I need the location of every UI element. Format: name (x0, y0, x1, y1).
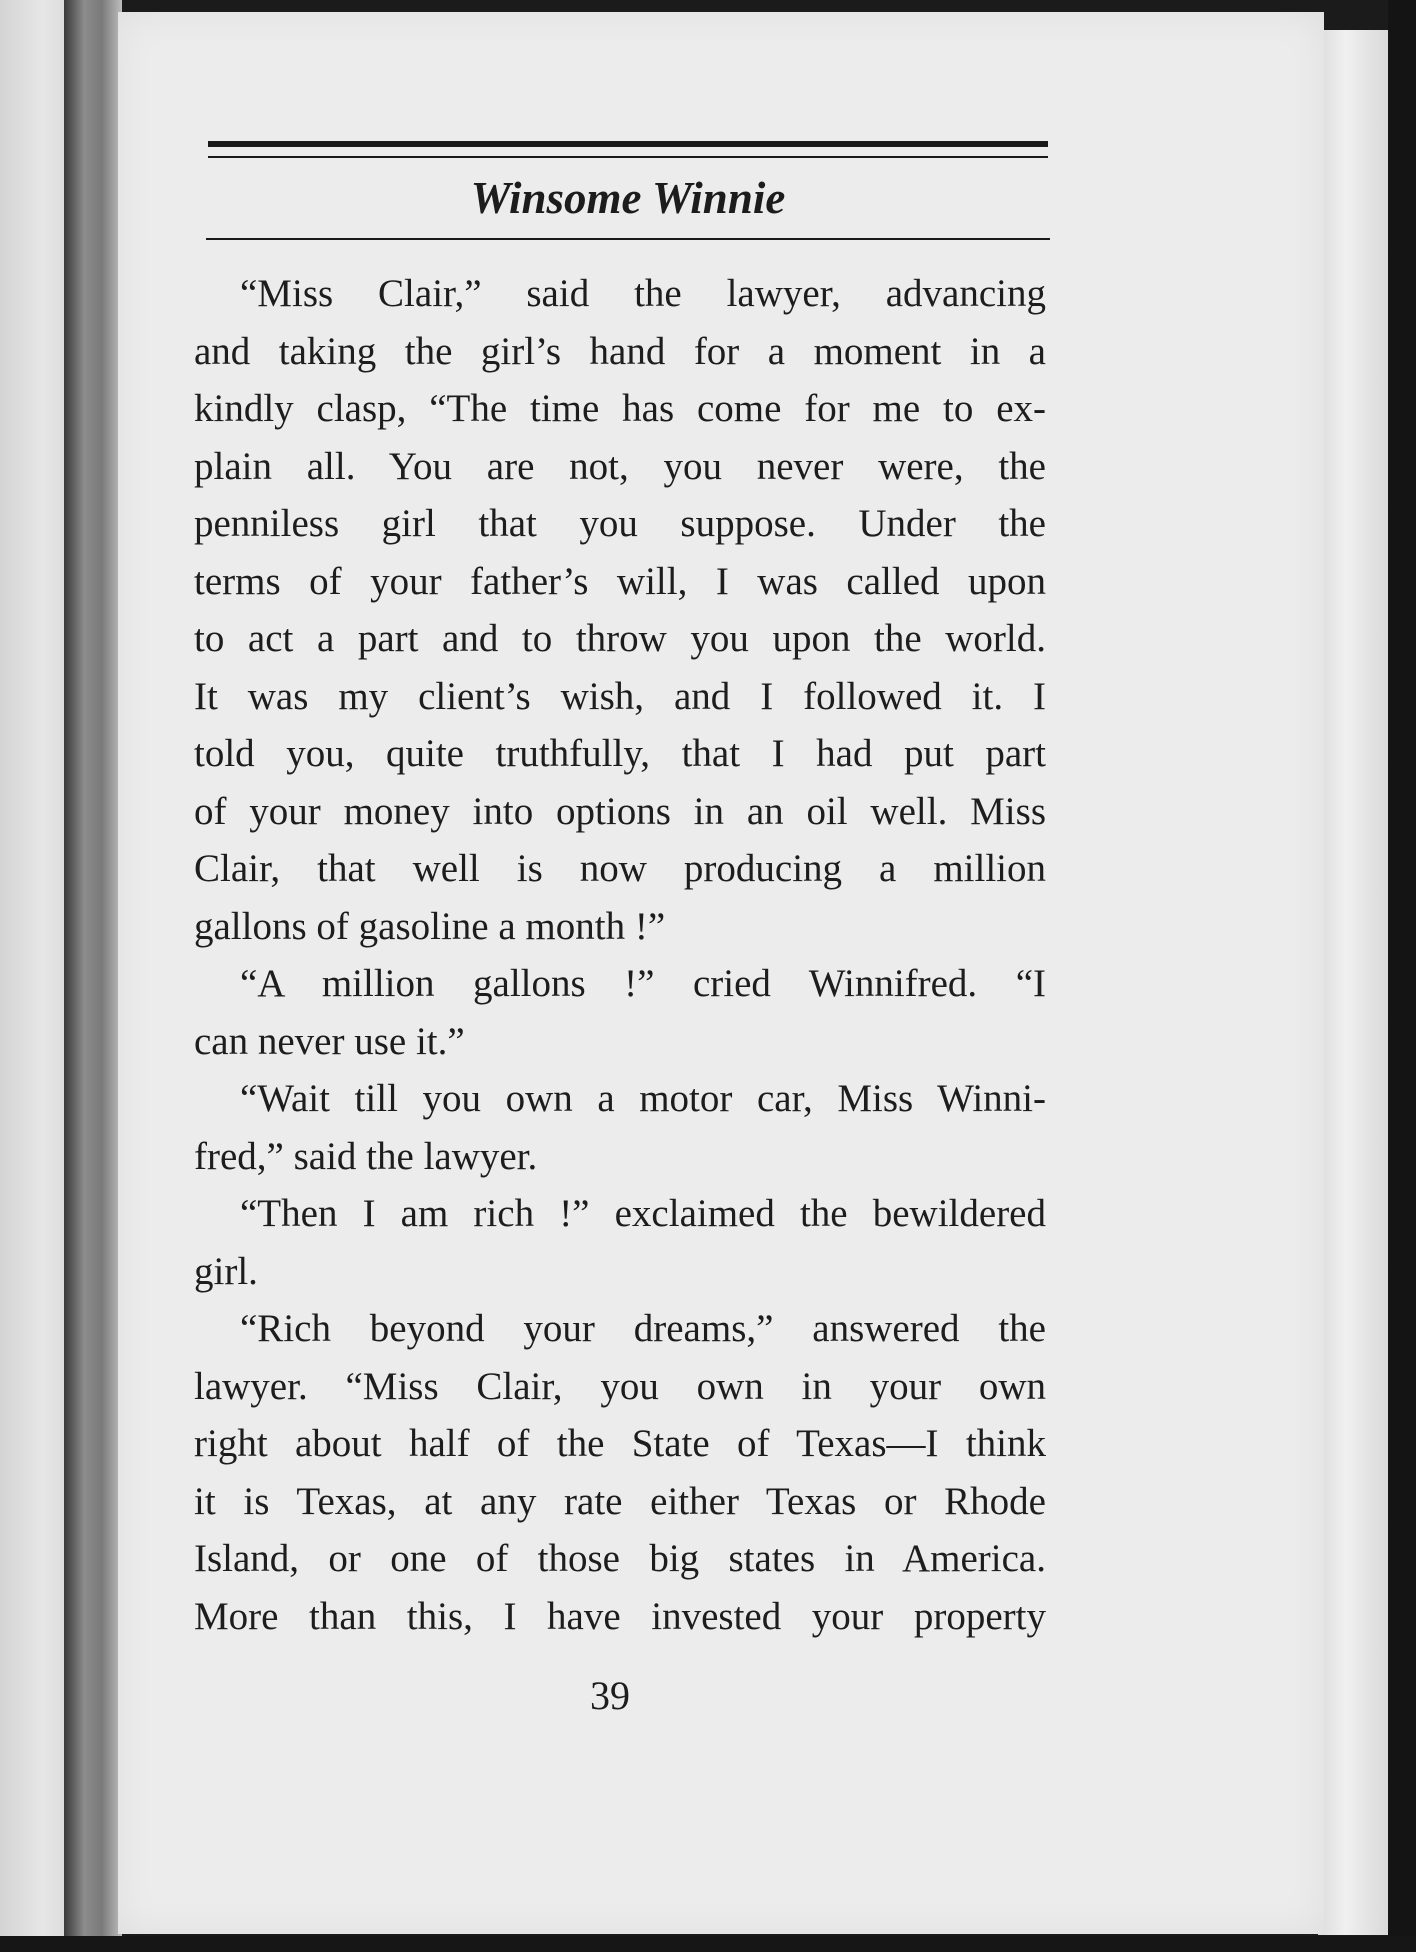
text-line: It was my client’s wish, and I followed it. I (194, 674, 1046, 718)
text-line: to act a part and to throw you upon the world. (194, 617, 1046, 660)
text-line: plain all. You are not, you never were, the (194, 444, 1046, 488)
text-line: terms of your father’s will, I was called upon (194, 559, 1046, 603)
header-rule-thin (208, 156, 1048, 158)
title-underline-rule (206, 238, 1050, 240)
scan-border-bottom (0, 1936, 1416, 1952)
running-title: Winsome Winnie (470, 173, 786, 223)
book-gutter (64, 0, 122, 1952)
page-number: 39 (590, 1673, 630, 1718)
header-rule-thick (208, 141, 1048, 147)
text-line: lawyer. “Miss Clair, you own in your own (194, 1364, 1046, 1408)
text-line: Island, or one of those big states in America. (194, 1537, 1046, 1580)
text-line: and taking the girl’s hand for a moment in a (194, 329, 1046, 373)
text-line: More than this, I have invested your property (194, 1594, 1046, 1638)
text-line: fred,” said the lawyer. (194, 1134, 538, 1178)
text-line: told you, quite truthfully, that I had put part (194, 732, 1046, 775)
text-line: “Rich beyond your dreams,” answered the (240, 1307, 1046, 1350)
page-stack-edge (1318, 30, 1388, 1935)
text-line: kindly clasp, “The time has come for me to ex- (194, 387, 1046, 430)
text-line: Clair, that well is now producing a million (194, 847, 1046, 890)
scan-border-right (1388, 0, 1416, 1952)
text-line: girl. (194, 1249, 258, 1293)
text-line: “Wait till you own a motor car, Miss Winni- (240, 1077, 1046, 1120)
body-text (194, 265, 1046, 1645)
text-line: gallons of gasoline a month !” (194, 904, 666, 948)
text-line: penniless girl that you suppose. Under the (194, 502, 1046, 545)
text-line: “Then I am rich !” exclaimed the bewildered (240, 1192, 1046, 1235)
text-line: “A million gallons !” cried Winnifred. “I (240, 962, 1046, 1005)
text-line: of your money into options in an oil well. Miss (194, 789, 1046, 833)
text-line: “Miss Clair,” said the lawyer, advancing (240, 272, 1046, 315)
text-line: right about half of the State of Texas—I think (194, 1422, 1046, 1465)
text-line: can never use it.” (194, 1019, 465, 1063)
text-line: it is Texas, at any rate either Texas or Rhode (194, 1479, 1046, 1523)
facing-page-edge (0, 0, 70, 1952)
